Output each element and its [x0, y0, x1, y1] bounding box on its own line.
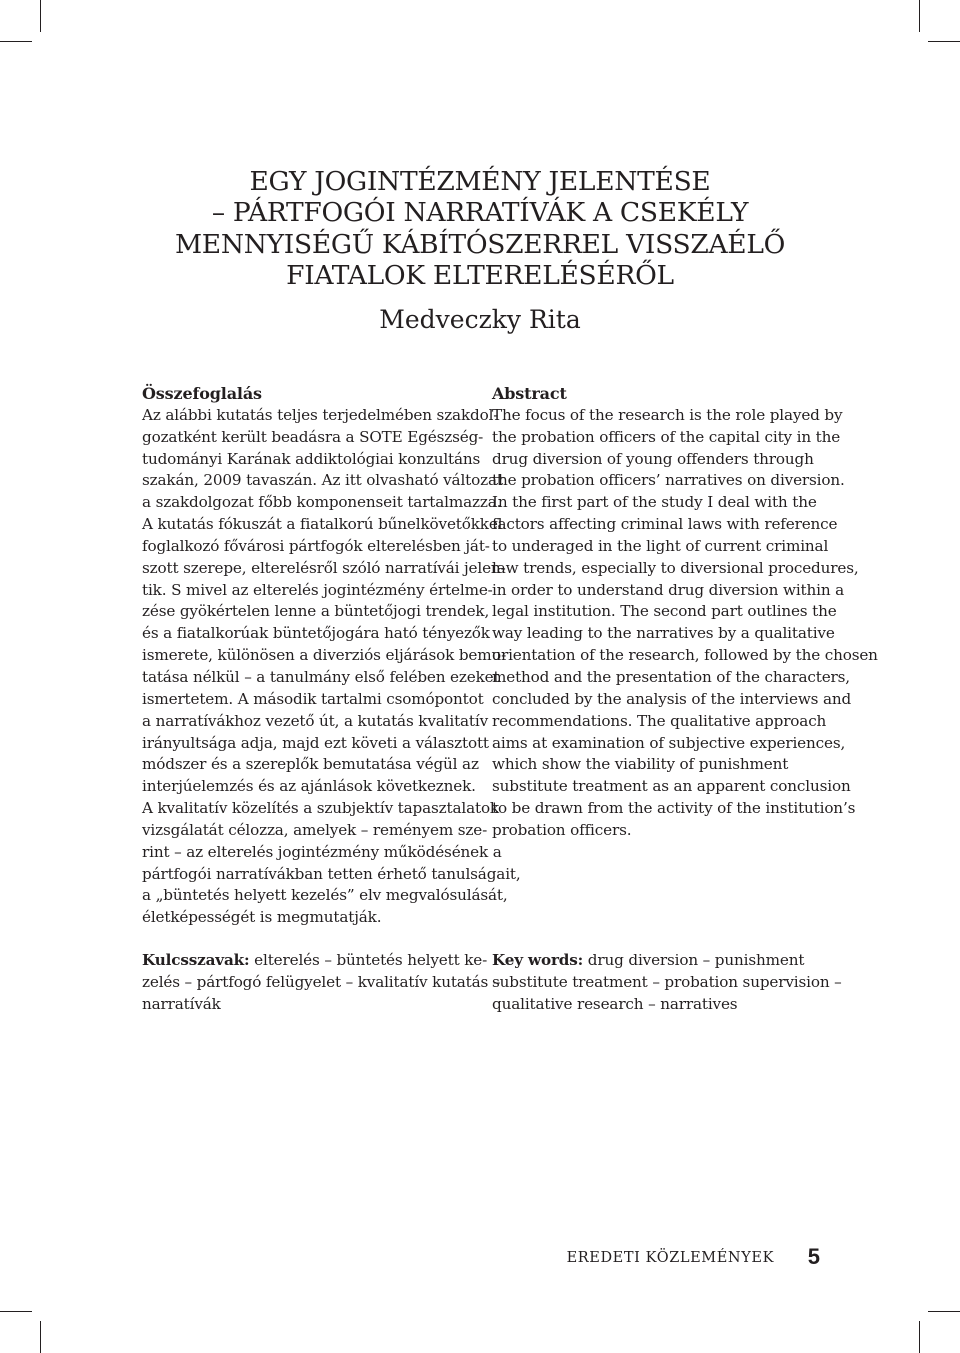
text-line: factors affecting criminal laws with reference — [492, 515, 838, 534]
text-line: foglalkozó fővárosi pártfogók elterelésben ját- — [142, 536, 490, 555]
text-line: The focus of the research is the role played by — [492, 405, 843, 424]
text-line: probation officers. — [492, 820, 632, 839]
text-line: method and the presentation of the characters, — [492, 667, 850, 686]
article-title — [120, 166, 840, 292]
text-line: interjúelemzés és az ajánlások következnek. — [142, 777, 476, 796]
text-line: orientation of the research, followed by the chosen — [492, 646, 878, 665]
crop-mark — [40, 0, 41, 32]
text-line: módszer és a szereplők bemutatása végül az — [142, 755, 479, 774]
title-line: MENNYISÉGŰ KÁBÍTÓSZERREL VISSZAÉLŐ — [174, 228, 786, 260]
text-line: drug diversion of young offenders through — [492, 449, 814, 468]
crop-mark — [919, 1321, 920, 1353]
keywords-line: zelés – pártfogó felügyelet – kvalitatív kutatás – — [142, 972, 501, 991]
abstract-body — [492, 405, 878, 842]
text-line: the probation officers of the capital city in the — [492, 427, 841, 446]
text-line: szott szerepe, elterelésről szóló narratívái jelen- — [142, 558, 506, 577]
text-line: életképességét is megmutatják. — [142, 908, 382, 927]
title-line: FIATALOK ELTERELÉSÉRŐL — [286, 260, 674, 292]
text-line: zése gyökértelen lenne a büntetőjogi trendek, — [142, 602, 490, 621]
text-line: which show the viability of punishment — [492, 755, 789, 774]
text-line: to be drawn from the activity of the institution’s — [492, 799, 856, 818]
page-footer — [390, 1244, 820, 1274]
keywords-text: elterelés – büntetés helyett ke- — [249, 951, 488, 969]
crop-mark — [0, 41, 32, 42]
hungarian-keywords — [142, 950, 501, 1016]
text-line: a „büntetés helyett kezelés” elv megvalósulását, — [142, 886, 508, 905]
keywords-line: substitute treatment – probation supervision – — [492, 972, 842, 991]
text-line: legal institution. The second part outlines the — [492, 602, 837, 621]
text-line: irányultsága adja, majd ezt követi a választott — [142, 733, 489, 752]
text-line: tatása nélkül – a tanulmány első felében ezeket — [142, 667, 500, 686]
text-line: a narratívákhoz vezető út, a kutatás kvalitatív — [142, 711, 489, 730]
keywords-line — [492, 950, 826, 972]
text-line: A kvalitatív közelítés a szubjektív tapasztalatok — [142, 799, 499, 818]
title-line: EGY JOGINTÉZMÉNY JELENTÉSE — [249, 165, 711, 197]
summary-body — [142, 405, 521, 929]
text-line: recommendations. The qualitative approach — [492, 711, 827, 730]
text-line: vizsgálatát célozza, amelyek – reményem sze- — [142, 820, 488, 839]
summary-heading: Összefoglalás — [142, 384, 262, 403]
english-keywords — [492, 950, 842, 1016]
text-line: substitute treatment as an apparent conclusion — [492, 777, 851, 796]
text-line: A kutatás fókuszát a fiatalkorú bűnelkövetőkkel — [142, 515, 503, 534]
text-line: the probation officers’ narratives on diversion. — [492, 471, 845, 490]
keywords-label: Kulcsszavak: — [142, 951, 250, 969]
keywords-line — [142, 950, 488, 972]
author-name: Medveczky Rita — [379, 305, 581, 334]
text-line: ismerete, különösen a diverziós eljárások bemu- — [142, 646, 507, 665]
text-line: to underaged in the light of current criminal — [492, 536, 829, 555]
text-line: ismertetem. A második tartalmi csomópontot — [142, 689, 484, 708]
text-line: aims at examination of subjective experiences, — [492, 733, 846, 752]
text-line: gozatként került beadásra a SOTE Egészség- — [142, 427, 484, 446]
keywords-label: Key words: — [492, 951, 584, 969]
text-line: Az alábbi kutatás teljes terjedelmében szakdol- — [142, 405, 499, 424]
text-line: concluded by the analysis of the interviews and — [492, 689, 852, 708]
text-line: law trends, especially to diversional procedures, — [492, 558, 859, 577]
text-line: rint – az elterelés jogintézmény működésének a — [142, 842, 502, 861]
keywords-text: drug diversion – punishment — [583, 951, 805, 969]
text-line: pártfogói narratívákban tetten érhető tanulságait, — [142, 864, 521, 883]
english-abstract — [492, 383, 878, 842]
crop-mark — [40, 1321, 41, 1353]
abstract-heading: Abstract — [492, 384, 567, 403]
crop-mark — [0, 1311, 32, 1312]
text-line: in order to understand drug diversion within a — [492, 580, 845, 599]
text-line: tudományi Karának addiktológiai konzultáns — [142, 449, 481, 468]
text-line: tik. S mivel az elterelés jogintézmény értelme- — [142, 580, 493, 599]
hungarian-summary — [142, 383, 521, 929]
text-line: szakán, 2009 tavaszán. Az itt olvasható változat — [142, 471, 503, 490]
text-line: a szakdolgozat főbb komponenseit tartalmazza. — [142, 493, 502, 512]
text-line: way leading to the narratives by a qualitative — [492, 624, 835, 643]
keywords-line: qualitative research – narratives — [492, 994, 738, 1013]
crop-mark — [928, 1311, 960, 1312]
page-number: 5 — [807, 1244, 820, 1269]
text-line: és a fiatalkorúak büntetőjogára ható tényezők — [142, 624, 490, 643]
keywords-line: narratívák — [142, 994, 221, 1013]
title-line: – PÁRTFOGÓI NARRATÍVÁK A CSEKÉLY — [211, 197, 749, 229]
text-line: In the first part of the study I deal with the — [492, 493, 817, 512]
journal-section: EREDETI KÖZLEMÉNYEK — [566, 1250, 774, 1266]
crop-mark — [928, 41, 960, 42]
crop-mark — [919, 0, 920, 32]
